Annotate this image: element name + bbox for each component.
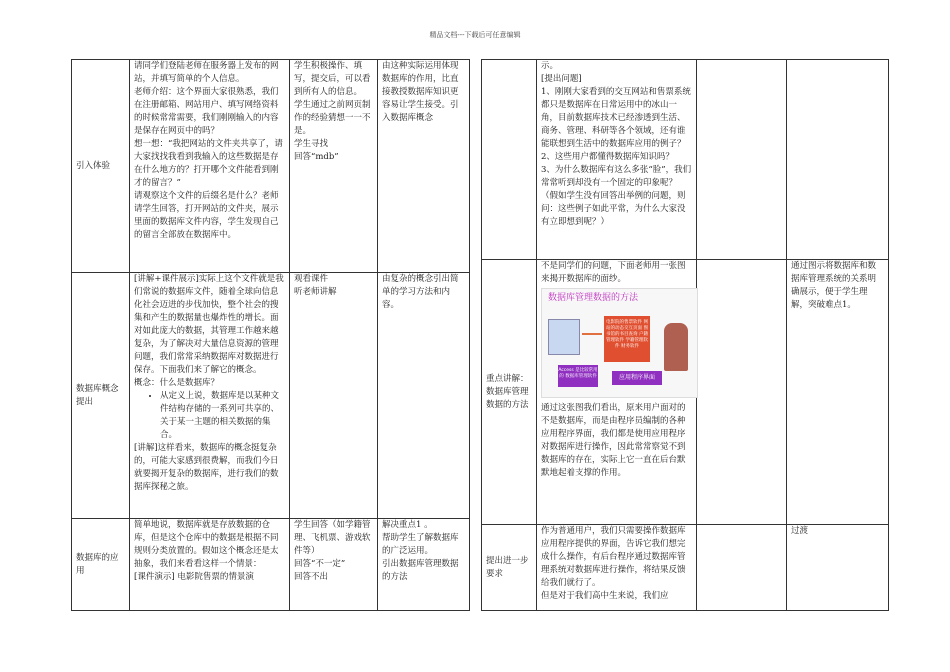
student-activity [290,273,378,519]
design-intent [787,525,889,611]
stage-cell: 提出进一步要求 [482,525,537,611]
text-line: 由这种实际运用体现数据库的作用，比直接教授数据库知识更容易让学生接受。引入数据库概念 [382,61,459,123]
text-line: 1、刚刚大家看到的交互网站和售票系统都只是数据库在日常运用中的冰山一角，目前数据库技术已经渗透到生活、商务、管理、科研等各个领域，还有谁能联想到生活中的数据库应用的例子？ [541,87,691,149]
diagram-title: 数据库管理数据的方法 [548,293,639,303]
text-line: 请观察这个文件的后缀名是什么？老师请学生回答，打开网站的文件夹，展示里面的数据库文件内容，学生发现自己的留言全部放在数据库中。 [134,191,279,240]
text-line: 2、这些用户都懂得数据库知识吗？ [541,152,674,162]
text-line: 回答“不一定” [294,559,346,569]
text-line: [提出问题] [541,74,582,84]
student-activity [697,525,787,611]
definition-bullet: • 从定义上说，数据库是以某种文件结构存储的一系列可共享的、关于某一主题的相关数据的集合。 [160,390,285,442]
text-line: 过渡 [791,526,809,536]
text-line: 老师介绍：这个界面大家很熟悉，我们在注册邮箱、网站用户、填写网络资料的时候常常需要，我们刚刚输入的内容是保存在网页中的吗？ [134,87,279,136]
teacher-activity [537,525,697,611]
text-line: 通过这张图我们看出，原来用户面对的不是数据库，而是由程序员编制的各种应用程序界面，我们都是使用应用程序对数据库进行操作，因此常常察觉不到数据库的存在，实际上它一直在后台默默地起着支撑的作用。 [541,403,686,478]
design-intent [378,519,470,611]
student-activity [697,260,787,525]
text-line: [课件演示] 电影院售票的情景演 [134,572,254,582]
text-line: 学生通过之前网页制作的经验猜想一一不是。 [294,100,371,136]
text-line: 作为普通用户，我们只需要操作数据库应用程序提供的界面，告诉它我们想完成什么操作，有后台程序通过数据库管理系统对数据库进行操作，将结果反馈给我们就行了。 [541,526,686,588]
text-line: 学生积极操作、填写，提交后，可以看到所有人的信息。 [294,61,371,97]
access-window-icon [548,319,580,355]
arrow-icon [582,333,602,335]
text-line: 引出数据库管理数据的方法 [382,559,459,582]
text-line: 但是对于我们高中生来说，我们应 [541,591,669,601]
stage-cell [482,60,537,260]
text-line: 不是同学们的问题，下面老师用一张图来揭开数据库的面纱。 [541,261,686,284]
stage-cell: 重点讲解：数据库管理数据的方法 [482,260,537,525]
student-activity [697,60,787,260]
stage-cell: 引入体验 [72,60,130,273]
stage-cell: 数据库概念提出 [72,273,130,519]
teacher-activity [537,60,697,260]
text-line: 学生寻找 [294,139,329,149]
student-activity [290,519,378,611]
text-line: 由复杂的概念引出简单的学习方法和内容。 [382,274,459,310]
user-figure-icon [664,323,688,371]
text-line: （假如学生没有回答出举例的问题，则问：这些例子如此平常，为什么大家没有立即想到呢？） [541,191,686,227]
text-line: 请同学们登陆老师在服务器上发布的网站，并填写简单的个人信息。 [134,61,279,84]
text-line: 3、为什么数据库有这么多张“脸”，我们常常听到却没有一个固定的印象呢？ [541,165,692,188]
student-activity [290,60,378,273]
text-line: 通过图示将数据库和数据库管理系统的关系明确展示，便于学生理解，突破难点1。 [791,261,877,310]
text-line: 概念：什么是数据库？ [134,378,220,388]
application-list-box: 电影院的售票软件 网站的动态交互页面 图书馆的书目查询 户籍管理软件 学籍管理软件 财务软件 [604,316,650,362]
dbms-diagram-image [541,288,698,398]
lesson-table-left [71,59,470,611]
text-line: 听老师讲解 [294,287,337,297]
text-line: 帮助学生了解数据库的广泛运用。 [382,533,459,556]
teacher-activity [537,260,697,525]
text-line: 观看课件 [294,274,329,284]
design-intent [787,260,889,525]
text-line: 想一想：“我把网站的文件夹共享了，请大家找找我看到我输入的这些数据是存在什么地方的？打开哪个文件能看到刚才的留言？” [134,139,283,188]
text-line: 简单地说，数据库就是存放数据的仓库，但是这个仓库中的数据是根据不同规则分类放置的。假如这个概念还是太抽象，我们来看看这样一个情景： [134,520,279,569]
design-intent [378,273,470,519]
text-line: 回答“mdb” [294,152,339,162]
lesson-table-right [481,59,889,611]
text-line: 解决重点1 。 [382,520,433,530]
design-intent [378,60,470,273]
text-line: 回答不出 [294,572,329,582]
teacher-activity [130,519,290,611]
app-interface-label: 应用程序界面 [612,371,662,385]
text-line: 学生回答（如学籍管理、飞机票、游戏软件等） [294,520,371,556]
text-line: 示。 [541,61,559,71]
design-intent [787,60,889,260]
teacher-activity [130,273,290,519]
access-label: Access 是比较常用的 数据库管理软件 [558,365,598,387]
page-header: 精品文档---下载后可任意编辑 [429,31,521,39]
stage-cell: 数据库的应用 [72,519,130,611]
teacher-activity [130,60,290,273]
text-line: [讲解+课件展示]实际上这个文件就是我们常说的数据库文件，随着全球向信息化社会迈进的步伐加快，整个社会的搜集和产生的数据量也爆炸性的增长。面对如此庞大的数据，其管理工作越来越复杂，为了解决对大量信息资源的管理问题，我们常常采纳数据库对数据进行保存。下面我们来了解它的概念。 [134,274,284,375]
text-line: [讲解]这样看来，数据库的概念挺复杂的，可能大家感到很费解，而我们今日就要揭开复杂的数据库，进行我们的数据库探秘之旅。 [134,443,279,492]
